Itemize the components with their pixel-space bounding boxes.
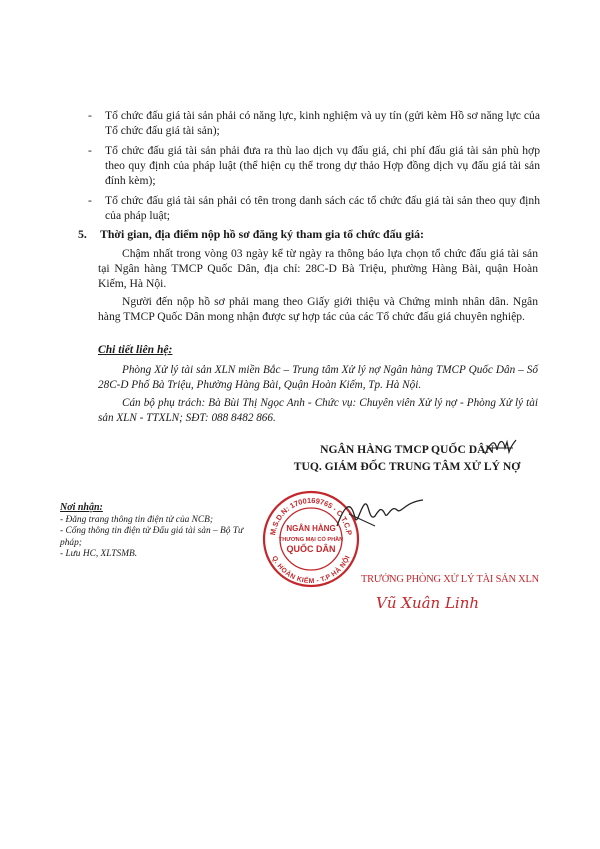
recipient-item: - Lưu HC, XLTSMB.: [60, 549, 138, 559]
section-5-heading: [78, 227, 548, 242]
recipients-title: Nơi nhận:: [60, 502, 103, 513]
recipient-item: - Cổng thông tin điện tử Đấu giá tài sản – Bộ Tư pháp;: [60, 526, 244, 548]
contact-office: Phòng Xử lý tài sản XLN miền Bắc – Trung tâm Xử lý nợ Ngân hàng TMCP Quốc Dân – Số 28C-D Phố Bà Triệu, Phường Hàng Bài, Quận Hoàn Kiếm, Tp. Hà Nội.: [98, 364, 538, 391]
signer-title: TRƯỞNG PHÒNG XỬ LÝ TÀI SẢN XLN: [361, 574, 539, 585]
signer-authority: TUQ. GIÁM ĐỐC TRUNG TÂM XỬ LÝ NỢ: [293, 460, 521, 473]
signature-icon: [335, 496, 425, 536]
bullet-dash: -: [88, 109, 92, 122]
recipients-block: [60, 502, 260, 561]
initials-signature-icon: [483, 436, 517, 458]
submission-deadline-paragraph: Chậm nhất trong vòng 03 ngày kể từ ngày ra thông báo lựa chọn tổ chức đấu giá tài sản tại Ngân hàng TMCP Quốc Dân, địa chỉ: 28C-D Bà Triệu, phường Hàng Bài, quận Hoàn Kiếm, Hà Nội.: [98, 247, 538, 290]
criteria-item: - Tổ chức đấu giá tài sản phải có tên trong danh sách các tổ chức đấu giá tài sản theo quy định của pháp luật;: [88, 194, 540, 222]
seal-line-3: QUỐC DÂN: [286, 544, 336, 554]
section-number: 5.: [78, 227, 87, 241]
bullet-dash: -: [88, 194, 92, 207]
submission-requirements-paragraph: Người đến nộp hồ sơ phải mang theo Giấy giới thiệu và Chứng minh nhân dân. Ngân hàng TMCP Quốc Dân mong nhận được sự hợp tác của các Tổ chức đấu giá chuyên nghiệp.: [98, 295, 538, 323]
criteria-item: - Tổ chức đấu giá tài sản phải có năng lực, kinh nghiệm và uy tín (gửi kèm Hồ sơ năng lực của Tổ chức đấu giá tài sản);: [88, 109, 540, 137]
section-title: Thời gian, địa điểm nộp hồ sơ đăng ký tham gia tổ chức đấu giá:: [100, 227, 424, 241]
recipient-item: - Đăng trang thông tin điện tử của NCB;: [60, 514, 214, 525]
signer-name: Vũ Xuân Linh: [376, 594, 480, 612]
criteria-list: [88, 108, 540, 228]
bullet-dash: -: [88, 144, 92, 157]
seal-line-1: NGÂN HÀNG: [286, 524, 336, 533]
seal-ring-bottom: Q. HOÀN KIẾM - T.P HÀ NỘI: [270, 555, 352, 586]
contact-heading: Chi tiết liên hệ:: [98, 343, 173, 356]
contact-officer: Cán bộ phụ trách: Bà Bùi Thị Ngọc Anh - Chức vụ: Chuyên viên Xử lý nợ - Phòng Xử lý tài sản XLN - TTXLN; SĐT: 088 8482 866.: [98, 397, 538, 424]
seal-line-2: THƯƠNG MẠI CỔ PHẦN: [278, 537, 344, 543]
criteria-item: - Tổ chức đấu giá tài sản phải đưa ra thù lao dịch vụ đấu giá, chi phí đấu giá tài sản phù hợp theo quy định của pháp luật (thể hiện cụ thể trong dự thảo Hợp đồng dịch vụ đấu giá tài sản đính kèm);: [88, 144, 540, 187]
seal-ring-top: M.S.D.N: 1700169765 - C.T.C.P: [268, 495, 354, 536]
bank-name: NGÂN HÀNG TMCP QUỐC DÂN: [320, 443, 494, 456]
